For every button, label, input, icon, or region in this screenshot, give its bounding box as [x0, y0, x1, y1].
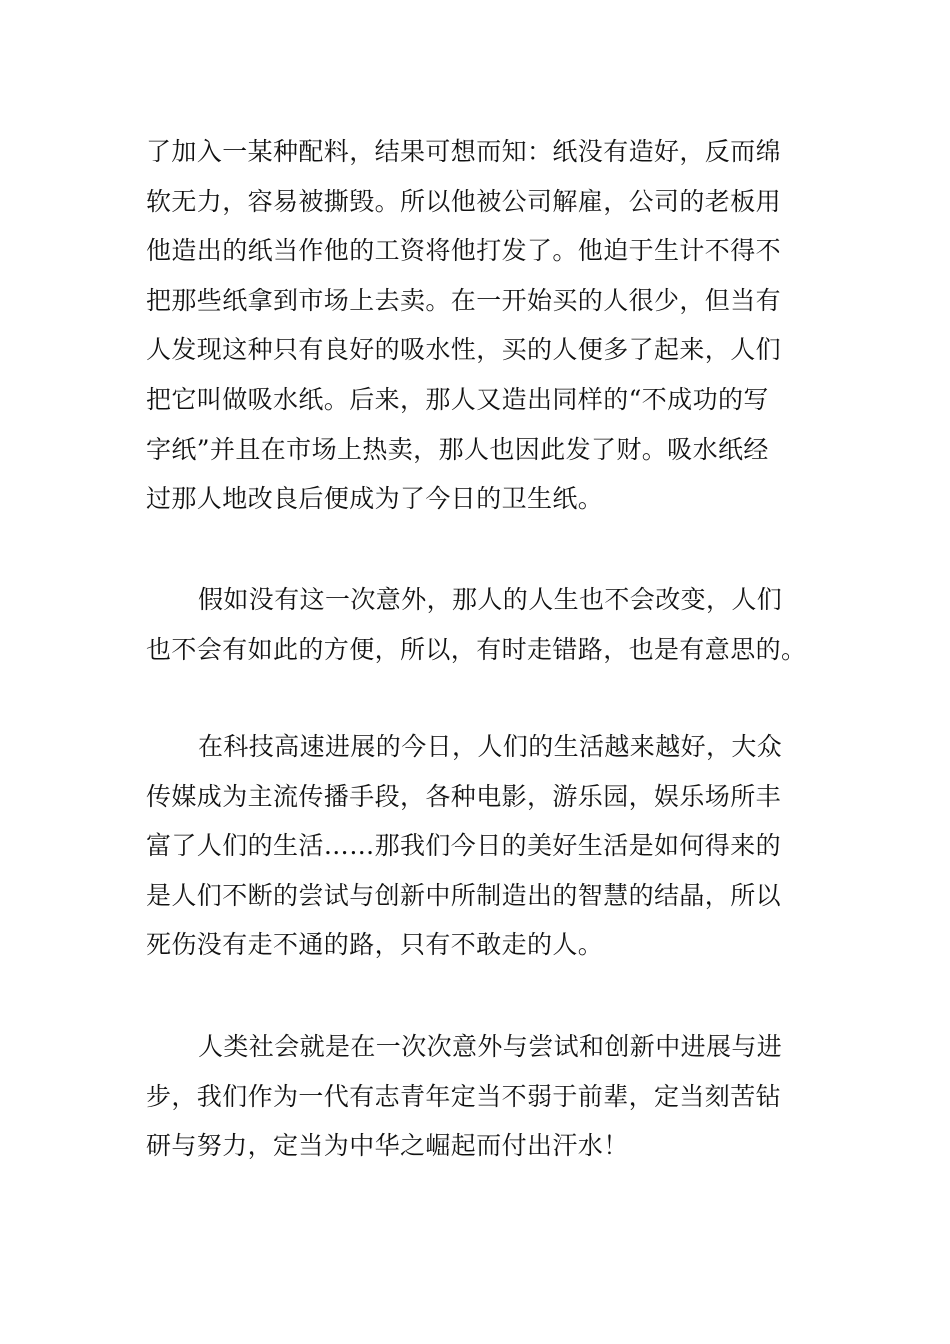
text-line: 了加入一某种配料，结果可想而知：纸没有造好，反而绵 — [146, 137, 782, 166]
paragraph-1 — [146, 127, 811, 524]
text-line: 把那些纸拿到市场上去卖。在一开始买的人很少，但当有 — [146, 285, 782, 315]
text-line: 人发现这种只有良好的吸水性，买的人便多了起来，人们 — [146, 335, 782, 365]
text-line: 死伤没有走不通的路，只有不敢走的人。 — [146, 930, 604, 960]
text-line: 把它叫做吸水纸。后来，那人又造出同样的“不成功的写 — [146, 384, 769, 414]
text-line: 过那人地改良后便成为了今日的卫生纸。 — [146, 484, 604, 514]
paragraph-3 — [146, 722, 811, 970]
text-line: 人类社会就是在一次次意外与尝试和创新中进展与进 — [198, 1032, 783, 1061]
text-line: 他造出的纸当作他的工资将他打发了。他迫于生计不得不 — [146, 236, 782, 266]
text-line: 步，我们作为一代有志青年定当不弱于前辈，定当刻苦钻 — [146, 1081, 782, 1111]
text-line: 假如没有这一次意外，那人的人生也不会改变，人们 — [198, 585, 783, 614]
text-line: 富了人们的生活……那我们今日的美好生活是如何得来的 — [146, 831, 782, 861]
text-line: 字纸”并且在市场上热卖，那人也因此发了财。吸水纸经 — [146, 434, 769, 464]
text-line: 也不会有如此的方便，所以，有时走错路，也是有意思的。 — [146, 634, 807, 664]
text-line: 是人们不断的尝试与创新中所制造出的智慧的结晶，所以 — [146, 880, 782, 910]
paragraph-4 — [146, 1022, 811, 1171]
paragraph-2 — [146, 575, 811, 674]
text-line: 传媒成为主流传播手段，各种电影，游乐园，娱乐场所丰 — [146, 781, 782, 811]
text-line: 软无力，容易被撕毁。所以他被公司解雇，公司的老板用 — [146, 186, 782, 216]
text-line: 在科技高速进展的今日，人们的生活越来越好，大众 — [198, 732, 783, 761]
text-line: 研与努力，定当为中华之崛起而付出汗水！ — [146, 1131, 629, 1161]
